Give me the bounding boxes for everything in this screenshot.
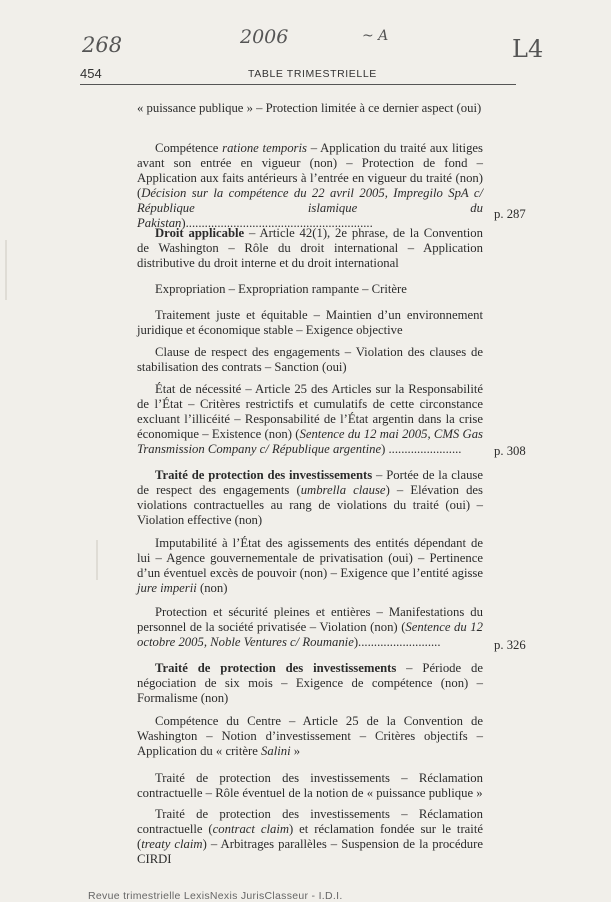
entry-text: ) et réclamation fondée sur le traité ( [137, 822, 483, 851]
entry-text: (non) [196, 581, 228, 595]
index-entry [137, 382, 483, 457]
page-number: 454 [80, 66, 102, 81]
index-entry [137, 141, 483, 231]
index-entry [137, 468, 483, 528]
page-reference: p. 308 [494, 444, 526, 458]
index-entry [137, 226, 483, 271]
entry-text: ).......................... [353, 635, 441, 649]
entry-text: – Article 42(1), 2e phrase, de la Convention de Washington – Rôle du droit international – Application distributive du droit interne et du droit international [137, 226, 483, 270]
index-entry [137, 807, 483, 867]
decision-title: Sentence du 12 octobre 2005, Noble Ventures c/ Roumanie [137, 620, 483, 649]
entry-italic: contract claim [212, 822, 290, 836]
index-entry [137, 605, 483, 650]
scan-mark [96, 540, 98, 580]
entry-text: Compétence du Centre – Article 25 de la Convention de Washington – Notion d’investissement – Critères objectifs – Application du « critère [137, 714, 483, 758]
handwritten-note: 2006 [240, 26, 289, 48]
entry-text: » [290, 744, 301, 758]
header-rule [80, 84, 516, 85]
page-reference: p. 326 [494, 638, 526, 652]
entry-text: Clause de respect des engagements – Violation des clauses de stabilisation des contrats – Sanction (oui) [137, 345, 483, 374]
entry-text: Compétence [155, 141, 223, 155]
entry-text: – Application du traité aux litiges avant son entrée en vigueur (non) – Protection de fond – Application aux faits antérieurs à l’entrée en vigueur du traité (non) ( [137, 141, 483, 200]
entry-text: ) ....................... [381, 442, 462, 456]
entry-text: « puissance publique » – Protection limitée à ce dernier aspect (oui) [137, 101, 482, 115]
entry-text: Expropriation – Expropriation rampante – Critère [155, 282, 407, 296]
entry-text: )........................................................... [181, 216, 373, 230]
entry-text: Protection et sécurité pleines et entières – Manifestations du personnel de la société privatisée – Violation (non) ( [137, 605, 483, 634]
entry-text: ) – Arbitrages parallèles – Suspension de la procédure CIRDI [137, 837, 483, 866]
running-head: TABLE TRIMESTRIELLE [248, 68, 377, 80]
entry-text: – Portée de la clause de respect des engagements ( [137, 468, 483, 497]
index-entry [137, 345, 483, 375]
entry-text: Traité de protection des investissements – Réclamation contractuelle – Rôle éventuel de la notion de « puissance publique » [137, 771, 483, 800]
page-footer: Revue trimestrielle LexisNexis JurisClasseur - I.D.I. [88, 890, 343, 902]
entry-heading: Traité de protection des investissements [155, 468, 373, 482]
scan-mark [5, 240, 7, 300]
index-entry [137, 308, 483, 338]
page-reference: p. 287 [494, 207, 526, 221]
entry-text: Imputabilité à l’État des agissements des entités dépendant de lui – Agence gouvernementale de privatisation (oui) – Pertinence d’un éventuel excès de pouvoir (non) – Exigence que l’entité agisse [137, 536, 483, 580]
entry-text: ) – Elévation des violations contractuelles au rang de violations du traité (oui) – Violation effective (non) [137, 483, 483, 527]
entry-text: Traité de protection des investissements – Réclamation contractuelle ( [137, 807, 483, 836]
decision-title: Sentence du 12 mai 2005, CMS Gas Transmission Company c/ République argentine [137, 427, 483, 456]
index-entry [137, 771, 483, 801]
index-entry [137, 661, 483, 706]
entry-italic: Salini [261, 744, 291, 758]
entry-heading: Traité de protection des investissements [155, 661, 397, 675]
decision-title: Décision sur la compétence du 22 avril 2005, Impregilo SpA c/ République islamique du Pakistan [137, 186, 483, 230]
entry-italic: umbrella clause [300, 483, 386, 497]
entry-heading: Droit applicable [155, 226, 245, 240]
index-entry [137, 536, 483, 596]
entry-text: État de nécessité – Article 25 des Articles sur la Responsabilité de l’État – Critères restrictifs et cumulatifs de cette circonstance excluant l’illicéité – Responsabilité de l’État argentin dans la crise économique – Existence (non) ( [137, 382, 483, 441]
handwritten-note: 268 [82, 33, 123, 57]
index-entry [137, 101, 483, 116]
entry-italic: jure imperii [137, 581, 197, 595]
entry-text: Traitement juste et équitable – Maintien d’un environnement juridique et économique stable – Exigence objective [137, 308, 483, 337]
handwritten-note: ~ A [362, 28, 389, 44]
handwritten-note: L4 [512, 35, 544, 63]
entry-italic: treaty claim [141, 837, 203, 851]
entry-text: – Période de négociation de six mois – Exigence de compétence (non) – Formalisme (non) [137, 661, 483, 705]
index-entry [137, 714, 483, 759]
entry-italic: ratione temporis [222, 141, 307, 155]
index-entry [137, 282, 483, 297]
